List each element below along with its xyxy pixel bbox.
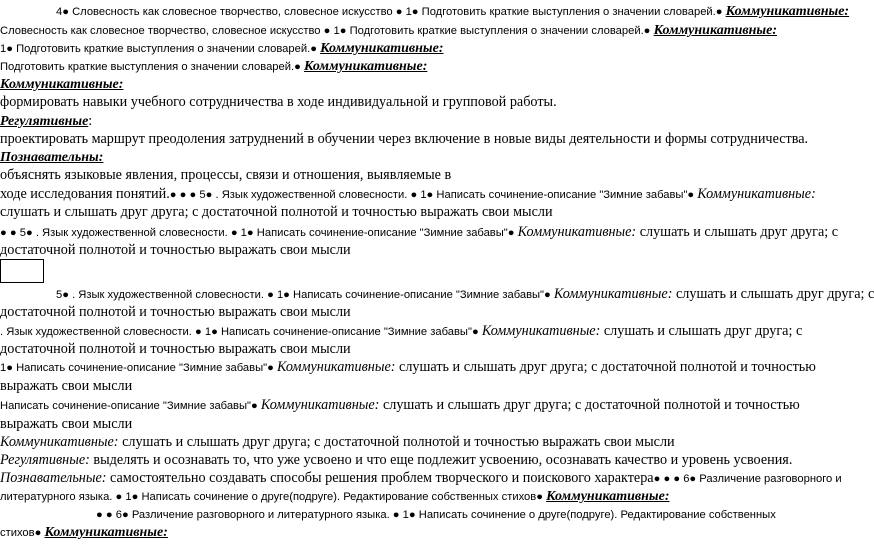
text-line-23 [0,433,816,451]
line-label-bold: Коммуникативные: [725,4,850,19]
line-small-text: ● ● ● 6● Различение разговорного и [653,473,842,485]
line-label-italic: Коммуникативные: [553,286,673,302]
text-line-26 [0,487,816,505]
line-main-text: слушать и слышать друг друга; с [636,224,839,240]
text-line-13 [0,223,839,241]
line-label-italic: Познавательные: [0,470,107,486]
line-label-italic: Коммуникативные: [276,359,396,375]
line-small-text: Написать сочинение-описание "Зимние забавы"● [0,400,261,412]
line-main-text: проектировать маршрут преодоления затруднений в обучении через включение в новые виды деятельности и формы сотрудничества. [0,131,809,147]
line-label-bold: Регулятивные [0,114,89,129]
text-line-24 [0,451,816,469]
line-small-text: 1● Написать сочинение-описание "Зимние забавы"● [0,362,277,374]
text-line-2 [0,21,816,39]
line-small-text: ● ● 5● . Язык художественной словесности. ● 1● Написать сочинение-описание "Зимние забавы"● [0,227,518,239]
text-line-27 [0,505,816,523]
line-small-text: Подготовить краткие выступления о значении словарей.● [0,61,304,73]
line-main-text: слушать и слышать друг друга; с достаточной полнотой и точностью [379,397,800,413]
text-line-16 [0,303,816,321]
line-small-text: 4● Словесность как словесное творчество, словесное искусство ● 1● Подготовить краткие выступления о значении словарей.● [56,6,726,18]
line-main-text: самостоятельно создавать способы решения проблем творческого и поискового характера [106,470,654,486]
text-line-8 [0,130,816,148]
line-main-text: слушать и слышать друг друга; с [600,323,803,339]
line-small-text: литературного языка. ● 1● Написать сочинение о друге(подруге). Редактирование собственных стихов● [0,491,547,503]
line-main-text: слушать и слышать друг друга; с достаточной полнотой и точностью [395,359,816,375]
line-label-bold: Коммуникативные: [44,525,168,540]
line-small-text: ● ● 6● Различение разговорного и литературного языка. ● 1● Написать сочинение о друге(подруге). Редактирование собственных [96,509,776,521]
text-line-22 [0,415,816,433]
text-line-1 [0,2,850,20]
line-label-bold: Коммуникативные: [0,77,124,92]
text-line-5 [0,75,816,93]
text-line-28 [0,523,816,541]
text-line-3 [0,39,816,57]
line-small-text: 1● Подготовить краткие выступления о значении словарей.● [0,43,321,55]
line-label-italic: Регулятивные: [0,452,90,468]
text-line-7 [0,112,816,130]
line-label-italic: Коммуникативные: [260,397,380,413]
text-line-15 [0,285,874,303]
line-small-text: 5● . Язык художественной словесности. ● 1● Написать сочинение-описание "Зимние забавы"● [56,289,554,301]
line-small-text: . Язык художественной словесности. ● 1● Написать сочинение-описание "Зимние забавы"● [0,326,482,338]
text-line-18 [0,340,816,358]
text-line-14 [0,241,816,259]
line-label-bold: Коммуникативные: [320,41,444,56]
text-line-21 [0,396,816,414]
empty-table-cell [0,259,44,283]
line-main-text: слушать и слышать друг друга; с [672,286,874,302]
line-main-text: слушать и слышать друг друга; с достаточной полнотой и точностью выражать свои мысли [0,204,553,220]
line-main-text: : [88,113,93,129]
text-line-10 [0,166,816,184]
line-main-text: выражать свои мысли [0,416,133,432]
line-label-italic: Коммуникативные: [481,323,601,339]
text-line-6 [0,93,816,111]
line-main-text: выражать свои мысли [0,378,133,394]
line-label-bold: Коммуникативные: [653,23,777,38]
text-line-12 [0,203,816,221]
line-small-text: ● ● ● 5● . Язык художественной словесности. ● 1● Написать сочинение-описание "Зимние забавы"● [169,189,698,201]
text-line-17 [0,322,816,340]
line-main-text: выделять и осознавать то, что уже усвоено и что еще подлежит усвоению, осознавать качество и уровень усвоения. [89,452,793,468]
line-small-text: Словесность как словесное творчество, словесное искусство ● 1● Подготовить краткие выступления о значении словарей.● [0,25,654,37]
line-main-text: слушать и слышать друг друга; с достаточной полнотой и точностью выражать свои мысли [118,434,675,450]
text-line-25 [0,469,842,487]
line-label-italic: Коммуникативные: [697,186,816,202]
line-main-text: ходе исследования понятий. [0,186,170,202]
line-label-italic: Коммуникативные: [0,434,119,450]
line-main-text: объяснять языковые явления, процессы, связи и отношения, выявляемые в [0,167,452,183]
line-main-text: достаточной полнотой и точностью выражать свои мысли [0,341,351,357]
line-label-italic: Коммуникативные: [517,224,637,240]
line-main-text: достаточной полнотой и точностью выражать свои мысли [0,242,351,258]
text-line-20 [0,377,816,395]
text-line-9 [0,148,816,166]
line-label-bold: Коммуникативные: [303,59,428,74]
line-label-bold: Коммуникативные: [546,489,670,504]
line-main-text: достаточной полнотой и точностью выражать свои мысли [0,304,351,320]
line-main-text: формировать навыки учебного сотрудничества в ходе индивидуальной и групповой работы. [0,94,557,110]
text-line-4 [0,57,816,75]
line-label-bold: Познавательны: [0,150,104,165]
text-line-11 [0,185,816,203]
text-line-19 [0,358,816,376]
line-small-text: стихов● [0,527,45,539]
